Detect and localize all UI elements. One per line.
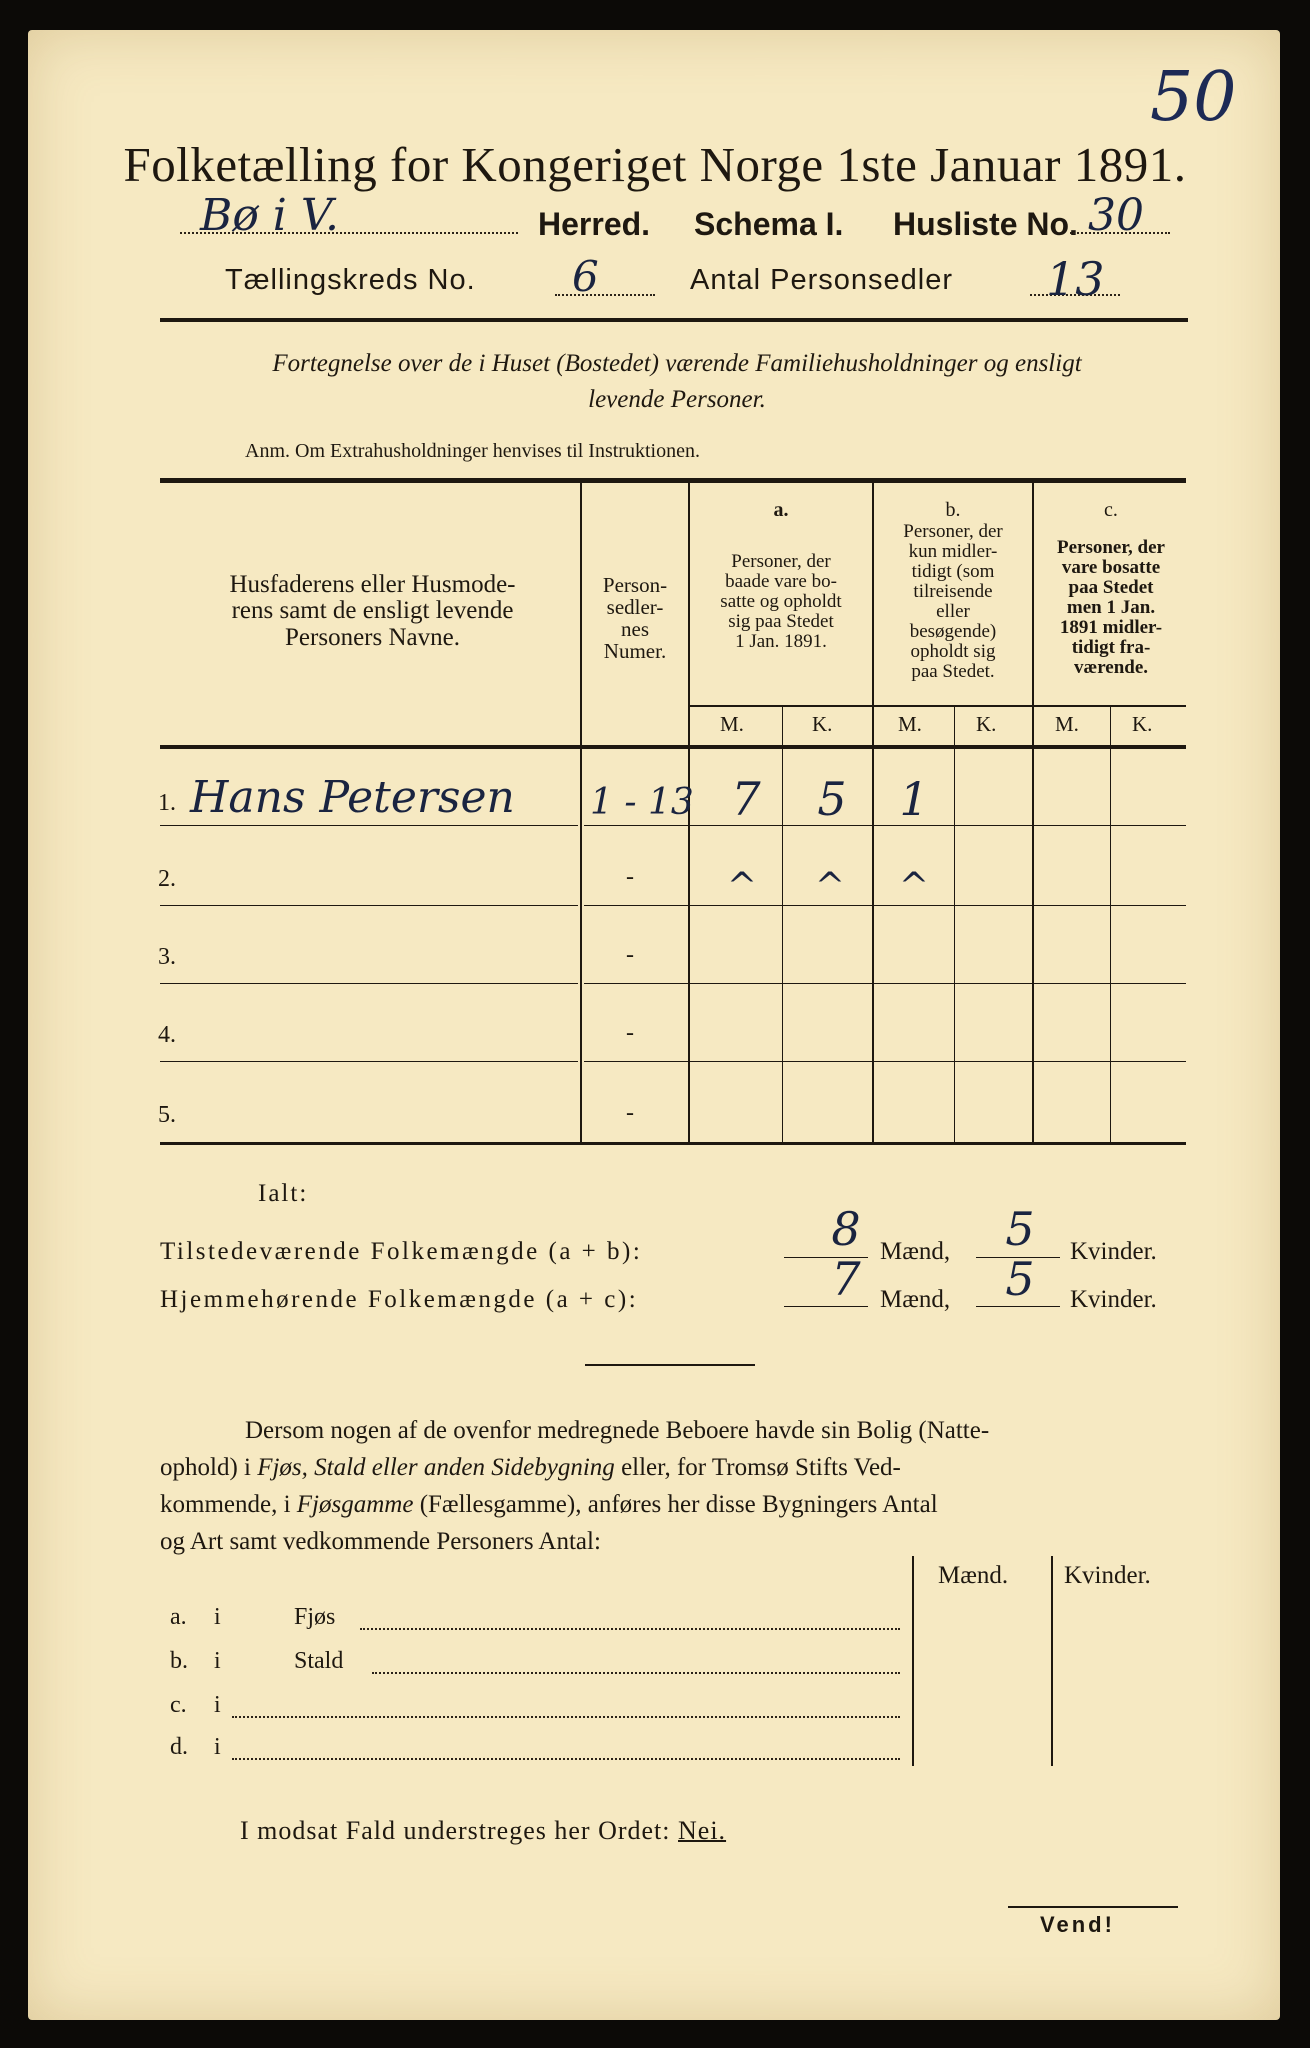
row2-number: 2. (158, 866, 176, 892)
hjemme-kvinder-line (976, 1306, 1060, 1307)
row1-number: 1. (158, 790, 176, 816)
header-a: Personer, der baade vare bo- satte og opholdt sig paa Stedet 1 Jan. 1891. (720, 551, 842, 652)
row3-number: 3. (158, 944, 176, 970)
kreds-value[interactable]: 6 (572, 252, 599, 301)
item-c-letter: c. (170, 1692, 187, 1718)
mk-subheader-rule (688, 705, 1186, 707)
item-b-i: i (214, 1648, 221, 1674)
col-divider-names (580, 483, 582, 1142)
header-names: Husfaderens eller Husmode- rens samt de ensligt levende Personers Navne. (229, 571, 516, 651)
row3-numer[interactable]: - (626, 942, 634, 968)
header-rule (160, 318, 1188, 322)
hjemme-kvinder[interactable]: 5 (1005, 1252, 1035, 1306)
b-mk-divider (954, 707, 955, 1142)
item-a-i: i (214, 1604, 221, 1630)
nei-word[interactable]: Nei. (678, 1816, 727, 1845)
item-a-letter: a. (170, 1604, 187, 1630)
item-b-label: Stald (294, 1648, 344, 1674)
herred-label: Herred. (538, 206, 651, 242)
header-a-letter: a. (773, 499, 789, 521)
herred-value[interactable]: Bø i V. (200, 190, 339, 241)
tilstede-label: Tilstedeværende Folkemængde (a + b): (160, 1238, 643, 1265)
row2-a-k[interactable]: ^ (814, 866, 846, 907)
row4-numer[interactable]: - (626, 1020, 634, 1046)
antal-value[interactable]: 13 (1046, 252, 1105, 306)
vend-label: Vend! (1040, 1912, 1115, 1937)
row2-numer[interactable]: - (626, 864, 634, 890)
tilstede-maend-word: Mænd, (880, 1238, 951, 1265)
item-d-letter: d. (170, 1734, 188, 1760)
kreds-dotted-line (555, 294, 655, 296)
c-mk-divider (1110, 707, 1111, 1142)
tilstede-maend[interactable]: 8 (831, 1202, 861, 1256)
row2-name-line (160, 905, 578, 906)
c-m-header: M. (1055, 712, 1079, 736)
table-bottom-rule (160, 1142, 1186, 1145)
dwelling-paragraph: Dersom nogen af de ovenfor medregnede Beboere havde sin Bolig (Natte- ophold) i Fjøs, Stald eller anden Sidebygning eller, for Tromsø Stifts Ved- kommende, i Fjøsgamme (Fællesgamme), anføres her disse Bygningers Antal og Art samt vedkommende Personers Antal: (160, 1417, 990, 1555)
row1-b-m[interactable]: 1 (899, 772, 929, 826)
row2-a-m[interactable]: ^ (726, 866, 758, 907)
row1-a-k[interactable]: 5 (817, 772, 847, 826)
row4-name-line (160, 1061, 578, 1062)
husliste-label: Husliste No. (893, 206, 1078, 242)
row5-number: 5. (158, 1102, 176, 1128)
row2-b-m[interactable]: ^ (898, 866, 930, 907)
dwelling-maend-header: Mænd. (938, 1562, 1009, 1589)
hjemme-maend-line (784, 1306, 868, 1307)
header-numer: Person- sedler- nes Numer. (602, 573, 668, 664)
c-k-header: K. (1132, 712, 1153, 736)
item-c-dotted[interactable] (232, 1716, 900, 1718)
row4-number: 4. (158, 1022, 176, 1048)
ialt-label: Ialt: (258, 1180, 309, 1207)
row3-name-line (160, 983, 578, 984)
item-d-i: i (214, 1734, 221, 1760)
item-b-dotted[interactable] (372, 1672, 900, 1674)
row1-numer[interactable]: 1 - 13 (590, 782, 694, 823)
row3-data-line (584, 983, 1186, 984)
item-b-letter: b. (170, 1648, 188, 1674)
a-m-header: M. (720, 712, 744, 736)
schema-label: Schema I. (694, 206, 844, 242)
hjemme-label: Hjemmehørende Folkemængde (a + c): (160, 1286, 639, 1313)
row1-name-line (160, 825, 578, 826)
tilstede-kvinder-word: Kvinder. (1070, 1238, 1157, 1265)
row4-data-line (584, 1061, 1186, 1062)
dwelling-col-divider-1 (912, 1556, 914, 1766)
hjemme-maend-word: Mænd, (880, 1286, 951, 1313)
a-mk-divider (782, 707, 783, 1142)
page-number: 50 (1150, 58, 1237, 137)
form-title: Folketælling for Kongeriget Norge 1ste Januar 1891. (123, 137, 1187, 192)
vend-rule (1008, 1906, 1178, 1908)
header-b: Personer, der kun midler- tidigt (som tilreisende eller besøgende) opholdt sig paa Stedet. (903, 521, 1003, 682)
section-divider (585, 1364, 755, 1366)
header-c-letter: c. (1104, 499, 1118, 521)
row1-a-m[interactable]: 7 (731, 772, 761, 826)
tilstede-kvinder[interactable]: 5 (1005, 1202, 1035, 1256)
husliste-value[interactable]: 30 (1088, 190, 1144, 241)
header-c: Personer, der vare bosatte paa Stedet men 1 Jan. 1891 midler- tidigt fra- værende. (1057, 537, 1165, 678)
a-k-header: K. (812, 712, 833, 736)
antal-label: Antal Personsedler (690, 264, 954, 296)
anm-note: Anm. Om Extrahusholdninger henvises til Instruktionen. (245, 440, 700, 462)
dwelling-col-divider-2 (1051, 1556, 1053, 1766)
item-d-dotted[interactable] (232, 1758, 900, 1760)
row5-numer[interactable]: - (626, 1100, 634, 1126)
b-k-header: K. (976, 712, 997, 736)
col-divider-b (1032, 483, 1034, 1142)
dwelling-kvinder-header: Kvinder. (1064, 1562, 1151, 1589)
row1-name[interactable]: Hans Petersen (190, 772, 515, 823)
item-a-dotted[interactable] (360, 1628, 900, 1630)
hjemme-maend[interactable]: 7 (831, 1252, 861, 1306)
census-form-sheet (28, 30, 1280, 2020)
hjemme-kvinder-word: Kvinder. (1070, 1286, 1157, 1313)
col-divider-a (872, 483, 874, 1142)
modsat-text: I modsat Fald understreges her Ordet: Nei. (240, 1816, 727, 1845)
intro-line1: Fortegnelse over de i Huset (Bostedet) værende Familiehusholdninger og ensligt (272, 350, 1082, 377)
intro-line2: levende Personer. (588, 386, 766, 413)
item-c-i: i (214, 1692, 221, 1718)
item-a-label: Fjøs (294, 1604, 336, 1630)
header-b-letter: b. (945, 499, 961, 521)
kreds-label: Tællingskreds No. (225, 264, 476, 296)
b-m-header: M. (898, 712, 922, 736)
